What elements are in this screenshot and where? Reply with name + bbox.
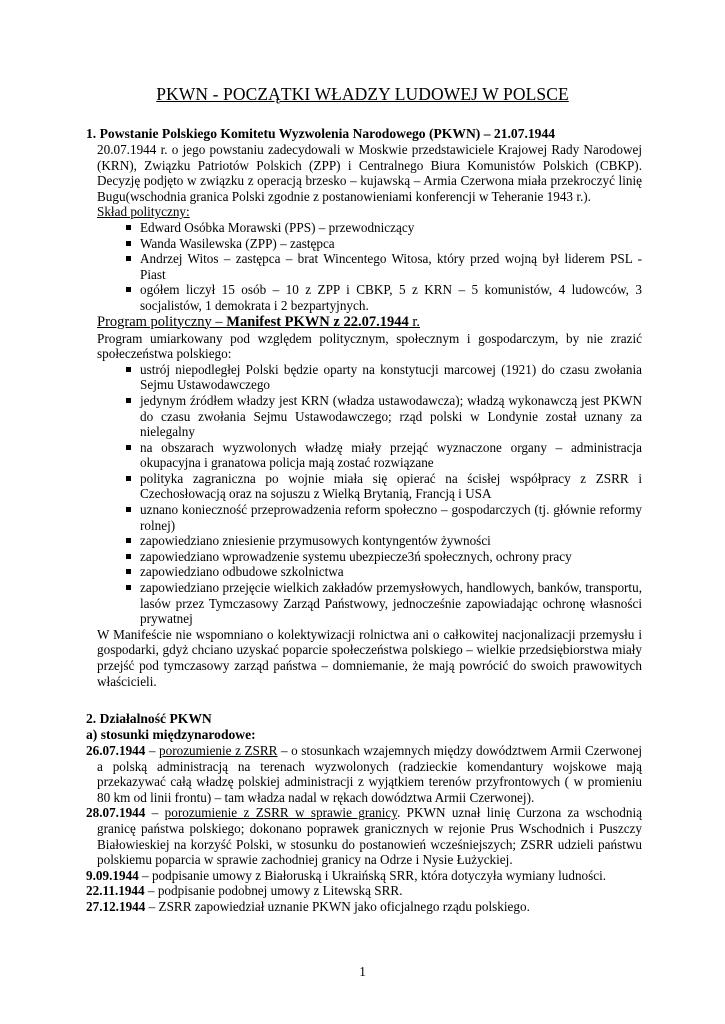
composition-label: Skład polityczny: [97, 204, 190, 220]
list-item: zapowiedziano wprowadzenie systemu ubezpiecze3ń społecznych, ochrony pracy [127, 549, 642, 565]
manifest-note: W Manifeście nie wspomniano o kolektywizacji rolnictwa ani o całkowitej nacjonalizacji przemysłu i gospodarki, gdyż chciano uzyskać poparcie społeczeństwa polskiego – wielkie przedsiębiorstwa miały przejść pod tymczasowy zarząd państwa – domniemanie, że mają powrócić do swoich prawowitych właścicieli. [97, 626, 642, 689]
list-item: jedynym źródłem władzy jest KRN (władza ustawodawcza); władzą wykonawczą jest PKWN do czasu zwołania Sejmu Ustawodawczego; rząd polski w Londynie został uznany za nielegalny [127, 393, 642, 440]
program-intro: Program umiarkowany pod względem politycznym, społecznym i gospodarczym, by nie zrazić społeczeństwa polskiego: [97, 330, 642, 362]
list-item: ustrój niepodległej Polski będzie oparty na konstytucji marcowej (1921) do czasu zwołania Sejmu Ustawodawczego [127, 362, 642, 393]
event-item: 26.07.1944 – porozumienie z ZSRR – o stosunkach wzajemnych między dowództwem Armii Czerwonej a polską administracją na terenach wyzwolonych (radzieckie komendantury wojskowe mają przekazywać całą władzę polskiej administracji z wyjątkiem terenów przyfrontowych ( w promieniu 80 km od linii frontu) – tam władza nadal w rękach dowództwa Armii Czerwonej). [86, 743, 643, 805]
list-item: uznano konieczność przeprowadzenia reform społeczno – gospodarczych (tj. głównie reformy rolnej) [127, 502, 642, 533]
page-title: PKWN - POCZĄTKI WŁADZY LUDOWEJ W POLSCE [156, 84, 569, 104]
list-item: na obszarach wyzwolonych władzę miały przejąć wyznaczone organy – administracja okupacyjna i granatowa policja mają zostać rozwiązane [127, 440, 642, 471]
event-item: 27.12.1944 – ZSRR zapowiedział uznanie PKWN jako oficjalnego rządu polskiego. [86, 898, 530, 914]
section-2-heading: 2. Działalność PKWN [86, 711, 212, 726]
list-item: Wanda Wasilewska (ZPP) – zastępca [127, 236, 642, 252]
list-item: ogółem liczył 15 osób – 10 z ZPP i CBKP, 5 z KRN – 5 komunistów, 4 ludowców, 3 socjalistów, 1 demokrata i 2 bezpartyjnych. [127, 282, 642, 313]
list-item: zapowiedziano odbudowe szkolnictwa [127, 564, 642, 580]
list-item: polityka zagraniczna po wojnie miała się opierać na ścisłej współpracy z ZSRR i Czechosłowacją oraz na sojuszu z Wielką Brytanią, Francją i USA [127, 471, 642, 502]
section-1-intro: 20.07.1944 r. o jego powstaniu zadecydowali w Moskwie przedstawiciele Krajowej Rady Narodowej (KRN), Związku Patriotów Polskich (ZPP) i Centralnego Biura Komunistów Polskich (CBKP). Decyzję podjęto w związku z operacją brzesko – kujawską – Armia Czerwona miała przekroczyć linię Bugu(wschodnia granica Polski zgodnie z postanowieniami konferencji w Teheranie 1943 r.). [97, 142, 642, 204]
program-label: Program polityczny – Manifest PKWN z 22.07.1944 r. [97, 313, 420, 330]
list-item: Andrzej Witos – zastępca – brat Wincentego Witosa, który przed wojną był liderem PSL - Piast [127, 251, 642, 282]
section-pkwn-activity [86, 711, 642, 915]
event-item: 22.11.1944 – podpisanie podobnej umowy z Litewską SRR. [86, 883, 403, 899]
manifest-title: Manifest PKWN z 22.07.1944 [226, 313, 409, 330]
page-number: 1 [359, 964, 366, 979]
list-item: zapowiedziano przejęcie wielkich zakładów przemysłowych, handlowych, banków, transportu, lasów przez Tymczasowy Zarząd Państwowy, jednocześnie zapowiadając ochronę własności prywatnej [127, 580, 642, 627]
section-2-subheading: a) stosunki międzynarodowe: [86, 727, 256, 742]
section-1-heading: 1. Powstanie Polskiego Komitetu Wyzwolenia Narodowego (PKWN) – 21.07.1944 [86, 126, 556, 141]
event-item: 9.09.1944 – podpisanie umowy z Białoruską i Ukraińską SRR, która dotyczyła wymiany ludności. [86, 867, 607, 883]
event-item: 28.07.1944 – porozumienie z ZSRR w sprawie granicy. PKWN uznał linię Curzona za wschodnią granicę państwa polskiego; dokonano poprawek granicznych w rejonie Prus Wschodnich i Puszczy Białowieskiej na korzyść Polski, w stosunku do postanowień wcześniejszych; ZSRR udzieli państwu polskiemu poparcia w sprawie zachodniej granicy na Odrze i Nysie Łużyckiej. [86, 805, 643, 868]
list-item: zapowiedziano zniesienie przymusowych kontyngentów żywności [127, 533, 642, 549]
composition-list [86, 220, 642, 314]
section-pkwn-founding [86, 126, 642, 689]
list-item: Edward Osóbka Morawski (PPS) – przewodniczący [127, 220, 642, 236]
program-points-list [86, 362, 642, 627]
